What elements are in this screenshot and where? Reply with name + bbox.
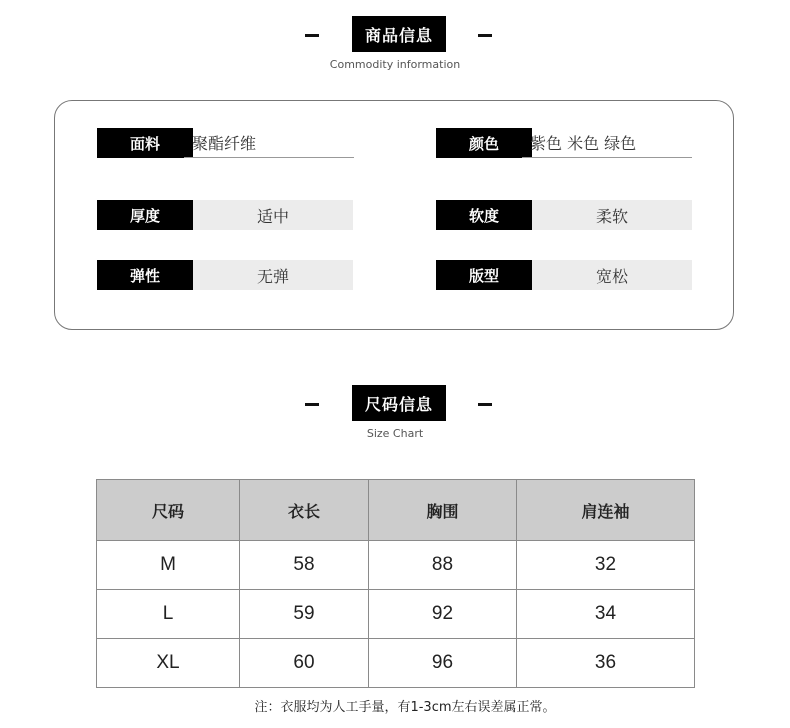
attr-value-elasticity: 无弹: [193, 260, 353, 290]
header-dash-right: [478, 34, 492, 37]
attr-label-elasticity: 弹性: [97, 260, 193, 290]
size-chart-subtitle: Size Chart: [366, 427, 424, 440]
commodity-info-card: [54, 100, 734, 330]
attr-value-fit: 宽松: [532, 260, 692, 290]
size-chart-header: [0, 385, 790, 445]
table-cell: 60: [240, 639, 369, 688]
header-dash-left: [305, 403, 319, 406]
attr-label-fabric: 面料: [97, 128, 193, 158]
table-cell: 34: [517, 590, 695, 639]
table-cell: 96: [369, 639, 517, 688]
measurement-note: 注：衣服均为人工手量，有1-3cm左右误差属正常。: [254, 700, 556, 715]
table-cell: 32: [517, 541, 695, 590]
size-chart-title: 尺码信息: [352, 385, 446, 421]
commodity-title: 商品信息: [352, 16, 446, 52]
table-row: [97, 590, 695, 639]
header-dash-right: [478, 403, 492, 406]
table-cell: 36: [517, 639, 695, 688]
attr-value-color: 紫色 米色 绿色: [522, 128, 692, 158]
attr-value-fabric: 聚酯纤维: [184, 128, 354, 158]
table-cell: 88: [369, 541, 517, 590]
column-header-length: 衣长: [240, 480, 369, 541]
table-cell: L: [97, 590, 240, 639]
column-header-chest: 胸围: [369, 480, 517, 541]
size-table: [96, 479, 695, 688]
attr-label-color: 颜色: [436, 128, 532, 158]
attr-value-softness: 柔软: [532, 200, 692, 230]
commodity-header: [0, 16, 790, 76]
table-cell: 92: [369, 590, 517, 639]
table-cell: 59: [240, 590, 369, 639]
table-cell: M: [97, 541, 240, 590]
table-header-row: [97, 480, 695, 541]
table-row: [97, 639, 695, 688]
commodity-subtitle: Commodity information: [329, 58, 461, 71]
column-header-sleeve: 肩连袖: [517, 480, 695, 541]
attr-label-fit: 版型: [436, 260, 532, 290]
attr-label-softness: 软度: [436, 200, 532, 230]
table-cell: XL: [97, 639, 240, 688]
attr-label-thickness: 厚度: [97, 200, 193, 230]
column-header-size: 尺码: [97, 480, 240, 541]
header-dash-left: [305, 34, 319, 37]
attr-value-thickness: 适中: [193, 200, 353, 230]
table-cell: 58: [240, 541, 369, 590]
table-row: [97, 541, 695, 590]
